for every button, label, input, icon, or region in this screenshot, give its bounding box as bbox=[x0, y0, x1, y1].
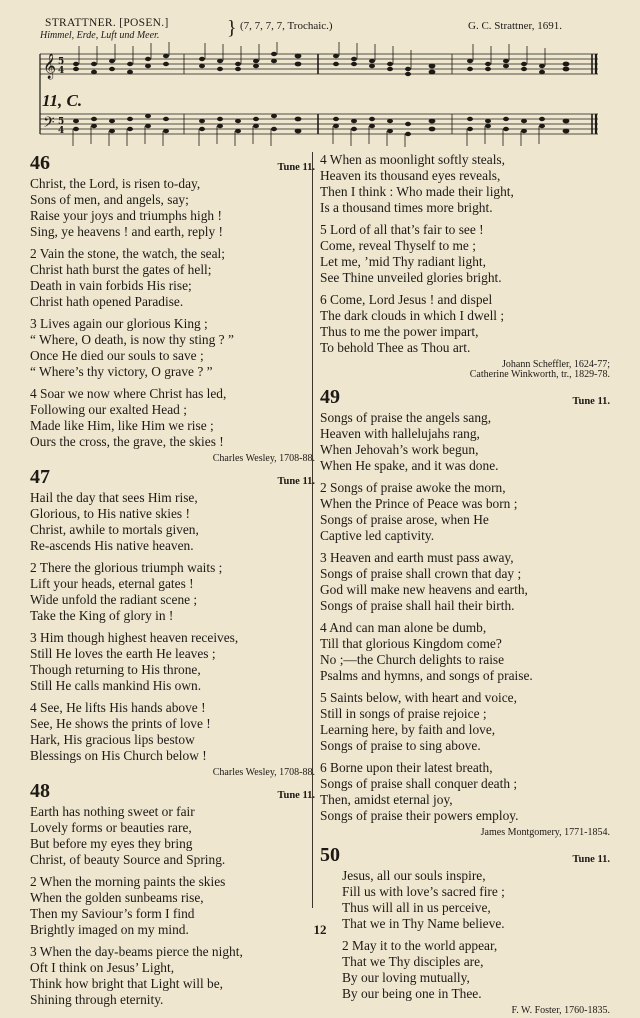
svg-text:𝄢: 𝄢 bbox=[43, 114, 55, 135]
verse-line: 4 Soar we now where Christ has led, bbox=[30, 386, 227, 401]
tune-reference: Tune 11. bbox=[572, 396, 610, 407]
verse-line: Christ, the Lord, is risen to-day, bbox=[30, 176, 201, 191]
verse-line: 3 Heaven and earth must pass away, bbox=[320, 550, 514, 565]
hymn-header bbox=[320, 386, 610, 410]
page-number: 12 bbox=[313, 922, 327, 937]
verse-line: Shining through eternity. bbox=[30, 992, 164, 1007]
verse-line: Songs of praise to sing above. bbox=[320, 738, 481, 753]
verse-line: 3 Lives again our glorious King ; bbox=[30, 316, 208, 331]
verse-line: When the Prince of Peace was born ; bbox=[320, 496, 518, 511]
svg-text:4: 4 bbox=[58, 66, 65, 76]
verse-line: Blessings on His Church below ! bbox=[30, 748, 207, 763]
verse-line: Still He calls mankind His own. bbox=[30, 678, 202, 693]
tune-words: Himmel, Erde, Luft und Meer. bbox=[40, 30, 160, 41]
verse-line: 2 There the glorious triumph waits ; bbox=[30, 560, 223, 575]
author-credit: James Montgomery, 1771-1854. bbox=[480, 827, 610, 838]
verse-line: Made like Him, like Him we rise ; bbox=[30, 418, 214, 433]
verse-line: Songs of praise shall crown that day ; bbox=[320, 566, 522, 581]
author-credit: Catherine Winkworth, tr., 1829-78. bbox=[469, 369, 610, 380]
svg-text:4: 4 bbox=[58, 126, 65, 136]
verse-line: Till that glorious Kingdom come? bbox=[320, 636, 502, 651]
hymn-47 bbox=[30, 466, 315, 778]
verse-line: Thus will all in us perceive, bbox=[342, 900, 491, 915]
verse-line: Heaven with hallelujahs rang, bbox=[320, 426, 480, 441]
verse-line: 5 Saints below, with heart and voice, bbox=[320, 690, 517, 705]
verse-line: 2 Vain the stone, the watch, the seal; bbox=[30, 246, 225, 261]
verse-line: 6 Borne upon their latest breath, bbox=[320, 760, 493, 775]
stanza bbox=[30, 560, 315, 624]
verse-line: But before my eyes they bring bbox=[30, 836, 193, 851]
stanza bbox=[320, 690, 610, 754]
hymn-number: 48 bbox=[30, 780, 50, 802]
verse-line: 4 See, He lifts His hands above ! bbox=[30, 700, 206, 715]
stanza bbox=[320, 938, 610, 1002]
verse-line: By our being one in Thee. bbox=[342, 986, 482, 1001]
stanza bbox=[320, 550, 610, 614]
hymn-number: 46 bbox=[30, 152, 50, 174]
stanza bbox=[30, 246, 315, 310]
svg-text:5: 5 bbox=[58, 117, 65, 127]
svg-text:5: 5 bbox=[58, 57, 65, 67]
hymn-number: 50 bbox=[320, 844, 340, 866]
stanza bbox=[320, 760, 610, 824]
verse-line: Raise your joys and triumphs high ! bbox=[30, 208, 222, 223]
author-credit: Johann Scheffler, 1624-77; bbox=[501, 359, 610, 370]
stanza bbox=[30, 490, 315, 554]
hymn-number: 49 bbox=[320, 386, 340, 408]
verse-line: Earth has nothing sweet or fair bbox=[30, 804, 195, 819]
verse-line: Then, amidst eternal joy, bbox=[320, 792, 453, 807]
hymn-header bbox=[30, 466, 315, 490]
verse-line: Christ, awhile to mortals given, bbox=[30, 522, 199, 537]
right-column bbox=[320, 152, 610, 1018]
tune-number-label: 11, C. bbox=[42, 91, 83, 110]
verse-line: Glorious, to His native skies ! bbox=[30, 506, 190, 521]
verse-line: To behold Thee as Thou art. bbox=[320, 340, 471, 355]
verse-line: When He spake, and it was done. bbox=[320, 458, 499, 473]
left-column bbox=[30, 152, 315, 1014]
hymn-48 bbox=[320, 152, 610, 380]
verse-line: Still in songs of praise rejoice ; bbox=[320, 706, 487, 721]
verse-line: 6 Come, Lord Jesus ! and dispel bbox=[320, 292, 493, 307]
hymn-46 bbox=[30, 152, 315, 464]
stanza bbox=[320, 480, 610, 544]
verse-line: Ours the cross, the grave, the skies ! bbox=[30, 434, 224, 449]
hymn-49 bbox=[320, 386, 610, 838]
verse-line: Is a thousand times more bright. bbox=[320, 200, 493, 215]
verse-line: Wide unfold the radiant scene ; bbox=[30, 592, 198, 607]
verse-line: Fill us with love’s sacred fire ; bbox=[342, 884, 505, 899]
verse-line: Re-ascends His native heaven. bbox=[30, 538, 194, 553]
verse-line: Christ hath opened Paradise. bbox=[30, 294, 184, 309]
tune-reference: Tune 11. bbox=[277, 162, 315, 173]
stanza bbox=[30, 700, 315, 764]
verse-line: Oft I think on Jesus’ Light, bbox=[30, 960, 175, 975]
verse-line: Brightly imaged on my mind. bbox=[30, 922, 189, 937]
verse-line: When the golden sunbeams rise, bbox=[30, 890, 204, 905]
verse-line: Captive led captivity. bbox=[320, 528, 435, 543]
verse-line: “ Where, O death, is now thy sting ? ” bbox=[30, 332, 234, 347]
verse-line: 3 When the day-beams pierce the night, bbox=[30, 944, 243, 959]
author-credit: Charles Wesley, 1708-88. bbox=[212, 767, 315, 778]
verse-line: When Jehovah’s work begun, bbox=[320, 442, 479, 457]
verse-line: Christ, of beauty Source and Spring. bbox=[30, 852, 226, 867]
verse-line: Songs of praise arose, when He bbox=[320, 512, 489, 527]
verse-line: Christ hath burst the gates of hell; bbox=[30, 262, 212, 277]
verse-line: 5 Lord of all that’s fair to see ! bbox=[320, 222, 484, 237]
author-credit: Charles Wesley, 1708-88. bbox=[212, 453, 315, 464]
tune-meter: (7, 7, 7, 7, Trochaic.) bbox=[240, 20, 333, 32]
verse-line: Though returning to His throne, bbox=[30, 662, 201, 677]
verse-line: God will make new heavens and earth, bbox=[320, 582, 528, 597]
verse-line: Come, reveal Thyself to me ; bbox=[320, 238, 476, 253]
verse-line: Songs of praise the angels sang, bbox=[320, 410, 492, 425]
hymn-header bbox=[320, 844, 610, 868]
verse-line: Learning here, by faith and love, bbox=[320, 722, 496, 737]
music-score bbox=[36, 42, 602, 148]
verse-line: Lovely forms or beauties rare, bbox=[30, 820, 192, 835]
verse-line: Songs of praise their powers employ. bbox=[320, 808, 519, 823]
verse-line: See, He shows the prints of love ! bbox=[30, 716, 211, 731]
stanza bbox=[30, 944, 315, 1008]
verse-line: Sing, ye heavens ! and earth, reply ! bbox=[30, 224, 223, 239]
verse-line: That we in Thy Name believe. bbox=[342, 916, 505, 931]
hymn-header bbox=[30, 780, 315, 804]
verse-line: Hail the day that sees Him rise, bbox=[30, 490, 198, 505]
stanza bbox=[30, 176, 315, 240]
verse-line: Sons of men, and angels, say; bbox=[30, 192, 189, 207]
tune-title: STRATTNER. [POSEN.] bbox=[45, 17, 169, 29]
tune-reference: Tune 11. bbox=[277, 476, 315, 487]
verse-line: 4 And can man alone be dumb, bbox=[320, 620, 487, 635]
svg-text:𝄞: 𝄞 bbox=[43, 54, 57, 79]
stanza bbox=[30, 316, 315, 380]
tune-reference: Tune 11. bbox=[572, 854, 610, 865]
author-credit: F. W. Foster, 1760-1835. bbox=[511, 1005, 610, 1016]
verse-line: See Thine unveiled glories bright. bbox=[320, 270, 502, 285]
verse-line: Jesus, all our souls inspire, bbox=[342, 868, 486, 883]
verse-line: Still He loves the earth He leaves ; bbox=[30, 646, 216, 661]
tune-composer: G. C. Strattner, 1691. bbox=[468, 20, 562, 32]
stanza bbox=[30, 630, 315, 694]
stanza bbox=[30, 386, 315, 450]
stanza bbox=[320, 620, 610, 684]
verse-line: Take the King of glory in ! bbox=[30, 608, 174, 623]
verse-line: Following our exalted Head ; bbox=[30, 402, 187, 417]
verse-line: By our loving mutually, bbox=[342, 970, 470, 985]
verse-line: Think how bright that Light will be, bbox=[30, 976, 224, 991]
hymn-number: 47 bbox=[30, 466, 50, 488]
verse-line: Psalms and hymns, and songs of praise. bbox=[320, 668, 533, 683]
stanza bbox=[320, 410, 610, 474]
music-staves bbox=[36, 42, 602, 148]
hymn-header bbox=[30, 152, 315, 176]
verse-line: Then my Saviour’s form I find bbox=[30, 906, 195, 921]
verse-line: Lift your heads, eternal gates ! bbox=[30, 576, 194, 591]
stanza bbox=[320, 292, 610, 356]
verse-line: Let me, ’mid Thy radiant light, bbox=[320, 254, 486, 269]
verse-line: Hark, His gracious lips bestow bbox=[30, 732, 195, 747]
verse-line: Once He died our souls to save ; bbox=[30, 348, 204, 363]
verse-line: 2 May it to the world appear, bbox=[342, 938, 498, 953]
verse-line: The dark clouds in which I dwell ; bbox=[320, 308, 505, 323]
verse-line: Then I think : Who made their light, bbox=[320, 184, 514, 199]
verse-line: 2 Songs of praise awoke the morn, bbox=[320, 480, 506, 495]
stanza bbox=[320, 152, 610, 216]
verse-line: Death in vain forbids His rise; bbox=[30, 278, 192, 293]
verse-line: 3 Him though highest heaven receives, bbox=[30, 630, 239, 645]
verse-line: Songs of praise shall hail their birth. bbox=[320, 598, 515, 613]
verse-line: Songs of praise shall conquer death ; bbox=[320, 776, 518, 791]
verse-line: Thus to me the power impart, bbox=[320, 324, 479, 339]
stanza bbox=[320, 222, 610, 286]
stanza bbox=[30, 804, 315, 868]
verse-line: 4 When as moonlight softly steals, bbox=[320, 152, 505, 167]
verse-line: 2 When the morning paints the skies bbox=[30, 874, 226, 889]
verse-line: “ Where’s thy victory, O grave ? ” bbox=[30, 364, 213, 379]
verse-line: No ;—the Church delights to raise bbox=[320, 652, 505, 667]
header-brace: } bbox=[227, 17, 237, 39]
verse-line: Heaven its thousand eyes reveals, bbox=[320, 168, 501, 183]
tune-reference: Tune 11. bbox=[277, 790, 315, 801]
verse-line: That we Thy disciples are, bbox=[342, 954, 484, 969]
